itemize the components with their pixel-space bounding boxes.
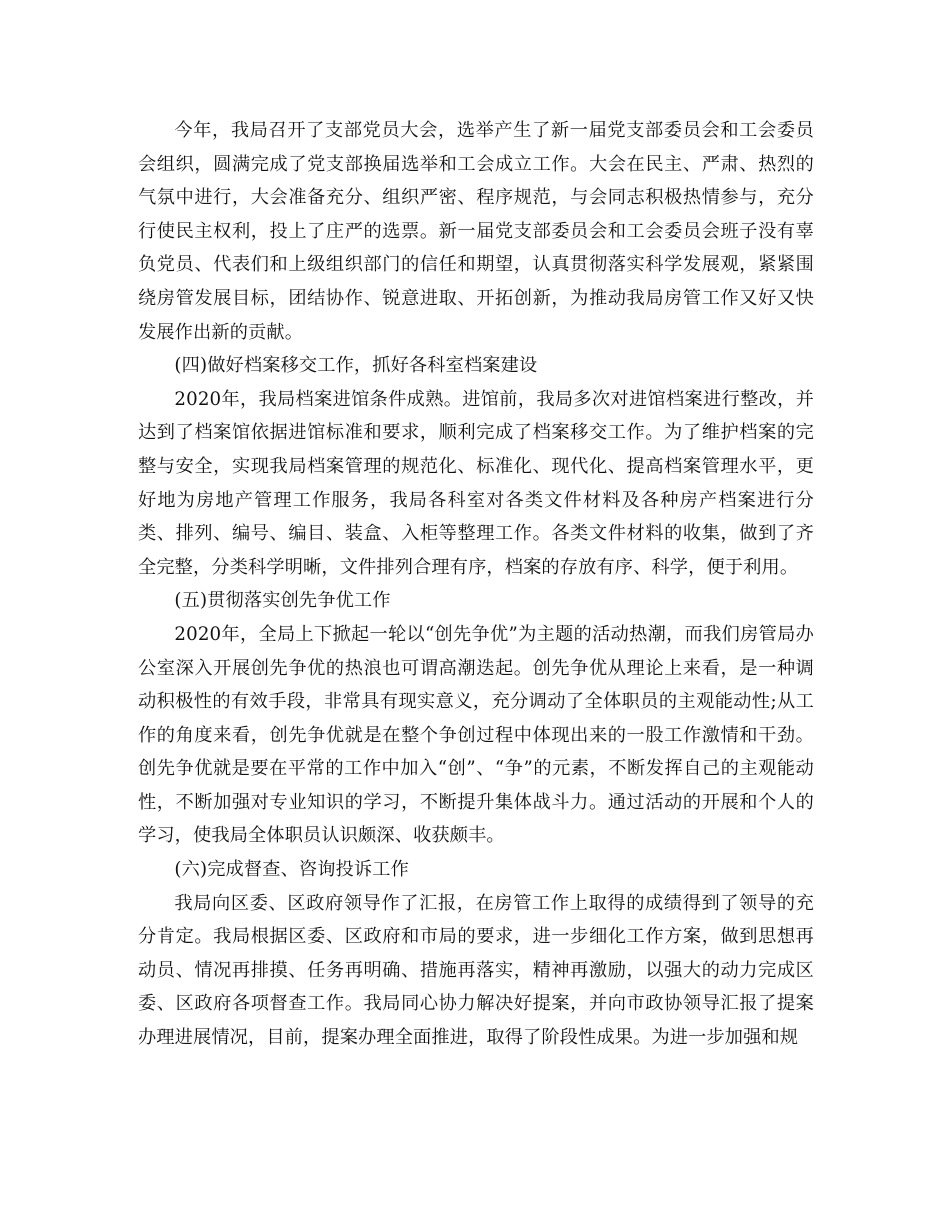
section-heading-supervision: (六)完成督查、咨询投诉工作 <box>174 859 409 881</box>
document-body <box>138 114 814 1055</box>
paragraph-party-election: 今年，我局召开了支部党员大会，选举产生了新一届党支部委员会和工会委员会组织，圆满完成了党支部换届选举和工会成立工作。大会在民主、严肃、热烈的气氛中进行，大会准备充分、组织严密、程序规范，与会同志积极热情参与，充分行使民主权利，投上了庄严的选票。新一届党支部委员会和工会委员会班子没有辜负党员、代表们和上级组织部门的信任和期望，认真贯彻落实科学发展观，紧紧围绕房管发展目标，团结协作、锐意进取、开拓创新，为推动我局房管工作又好又快发展作出新的贡献。 <box>138 120 814 343</box>
section-heading-excellence: (五)贯彻落实创先争优工作 <box>174 590 391 612</box>
section-heading-archives: (四)做好档案移交工作，抓好各科室档案建设 <box>174 355 538 377</box>
paragraph-archives: 2020年，我局档案进馆条件成熟。进馆前，我局多次对进馆档案进行整改，并达到了档案馆依据进馆标准和要求，顺利完成了档案移交工作。为了维护档案的完整与安全，实现我局档案管理的规范化、标准化、现代化、提高档案管理水平，更好地为房地产管理工作服务，我局各科室对各类文件材料及各种房产档案进行分类、排列、编号、编目、装盒、入柜等整理工作。各类文件材料的收集，做到了齐全完整，分类科学明晰，文件排列合理有序，档案的存放有序、科学，便于利用。 <box>138 388 814 578</box>
paragraph-excellence: 2020年，全局上下掀起一轮以“创先争优”为主题的活动热潮，而我们房管局办公室深入开展创先争优的热浪也可谓高潮迭起。创先争优从理论上来看，是一种调动积极性的有效手段，非常具有现实意义，充分调动了全体职员的主观能动性;从工作的角度来看，创先争优就是在整个争创过程中体现出来的一股工作激情和干劲。创先争优就是要在平常的工作中加入“创”、“争”的元素，不断发挥自己的主观能动性，不断加强对专业知识的学习，不断提升集体战斗力。通过活动的开展和个人的学习，使我局全体职员认识颇深、收获颇丰。 <box>138 623 814 847</box>
paragraph-supervision: 我局向区委、区政府领导作了汇报，在房管工作上取得的成绩得到了领导的充分肯定。我局根据区委、区政府和市局的要求，进一步细化工作方案，做到思想再动员、情况再排摸、任务再明确、措施再落实，精神再激励，以强大的动力完成区委、区政府各项督查工作。我局同心协力解决好提案，并向市政协领导汇报了提案办理进展情况，目前，提案办理全面推进，取得了阶段性成果。为进一步加强和规 <box>138 892 814 1049</box>
